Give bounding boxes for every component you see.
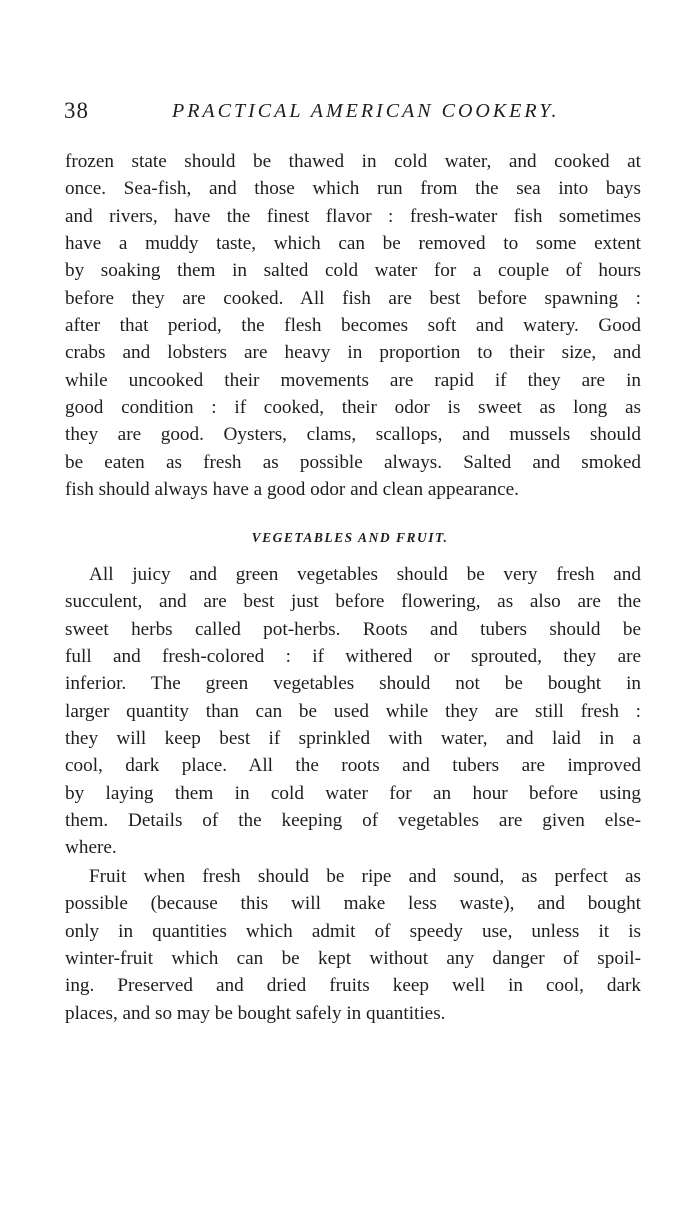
text-line: they are good. Oysters, clams, scallops, and mussels should bbox=[65, 424, 641, 446]
text-line: places, and so may be bought safely in quantities. bbox=[65, 1002, 446, 1024]
text-line: have a muddy taste, which can be removed to some extent bbox=[65, 233, 641, 255]
page-number: 38 bbox=[64, 98, 89, 123]
text-line: by soaking them in salted cold water for a couple of hours bbox=[65, 260, 641, 282]
text-line: be eaten as fresh as possible always. Salted and smoked bbox=[65, 451, 641, 473]
text-line: where. bbox=[65, 837, 117, 859]
paragraph-fruit bbox=[65, 863, 641, 1027]
text-line: cool, dark place. All the roots and tubers are improved bbox=[65, 755, 641, 777]
text-line: only in quantities which admit of speedy use, unless it is bbox=[65, 920, 641, 942]
text-line: while uncooked their movements are rapid if they are in bbox=[65, 369, 641, 391]
text-line: good condition : if cooked, their odor is sweet as long as bbox=[65, 397, 641, 419]
section-heading: VEGETABLES AND FRUIT. bbox=[251, 530, 449, 545]
text-line: sweet herbs called pot-herbs. Roots and tubers should be bbox=[65, 618, 641, 640]
text-line: frozen state should be thawed in cold water, and cooked at bbox=[65, 151, 641, 172]
text-line: once. Sea-fish, and those which run from the sea into bays bbox=[65, 178, 641, 200]
text-line: full and fresh-colored : if withered or sprouted, they are bbox=[65, 646, 641, 668]
running-head bbox=[64, 98, 644, 128]
text-line: after that period, the flesh becomes soft and watery. Good bbox=[65, 315, 641, 337]
text-line: succulent, and are best just before flowering, as also are the bbox=[65, 591, 641, 613]
text-line: Fruit when fresh should be ripe and sound, as perfect as bbox=[89, 866, 641, 887]
text-line: they will keep best if sprinkled with water, and laid in a bbox=[65, 728, 641, 750]
text-line: All juicy and green vegetables should be very fresh and bbox=[89, 564, 641, 585]
text-line: by laying them in cold water for an hour before using bbox=[65, 782, 641, 804]
paragraph-vegetables bbox=[65, 561, 641, 862]
text-line: them. Details of the keeping of vegetables are given else- bbox=[65, 810, 641, 832]
text-line: winter-fruit which can be kept without any danger of spoil- bbox=[65, 948, 641, 970]
text-line: before they are cooked. All fish are best before spawning : bbox=[65, 287, 641, 309]
text-line: fish should always have a good odor and clean appearance. bbox=[65, 479, 519, 501]
running-title: PRACTICAL AMERICAN COOKERY. bbox=[172, 100, 560, 122]
text-line: inferior. The green vegetables should not be bought in bbox=[65, 673, 641, 695]
text-line: possible (because this will make less waste), and bought bbox=[65, 893, 641, 915]
text-line: crabs and lobsters are heavy in proportion to their size, and bbox=[65, 342, 641, 364]
paragraph-fish bbox=[65, 148, 641, 503]
text-line: ing. Preserved and dried fruits keep well in cool, dark bbox=[65, 975, 641, 997]
text-line: larger quantity than can be used while they are still fresh : bbox=[65, 700, 641, 722]
text-line: and rivers, have the finest flavor : fresh-water fish sometimes bbox=[65, 205, 641, 227]
